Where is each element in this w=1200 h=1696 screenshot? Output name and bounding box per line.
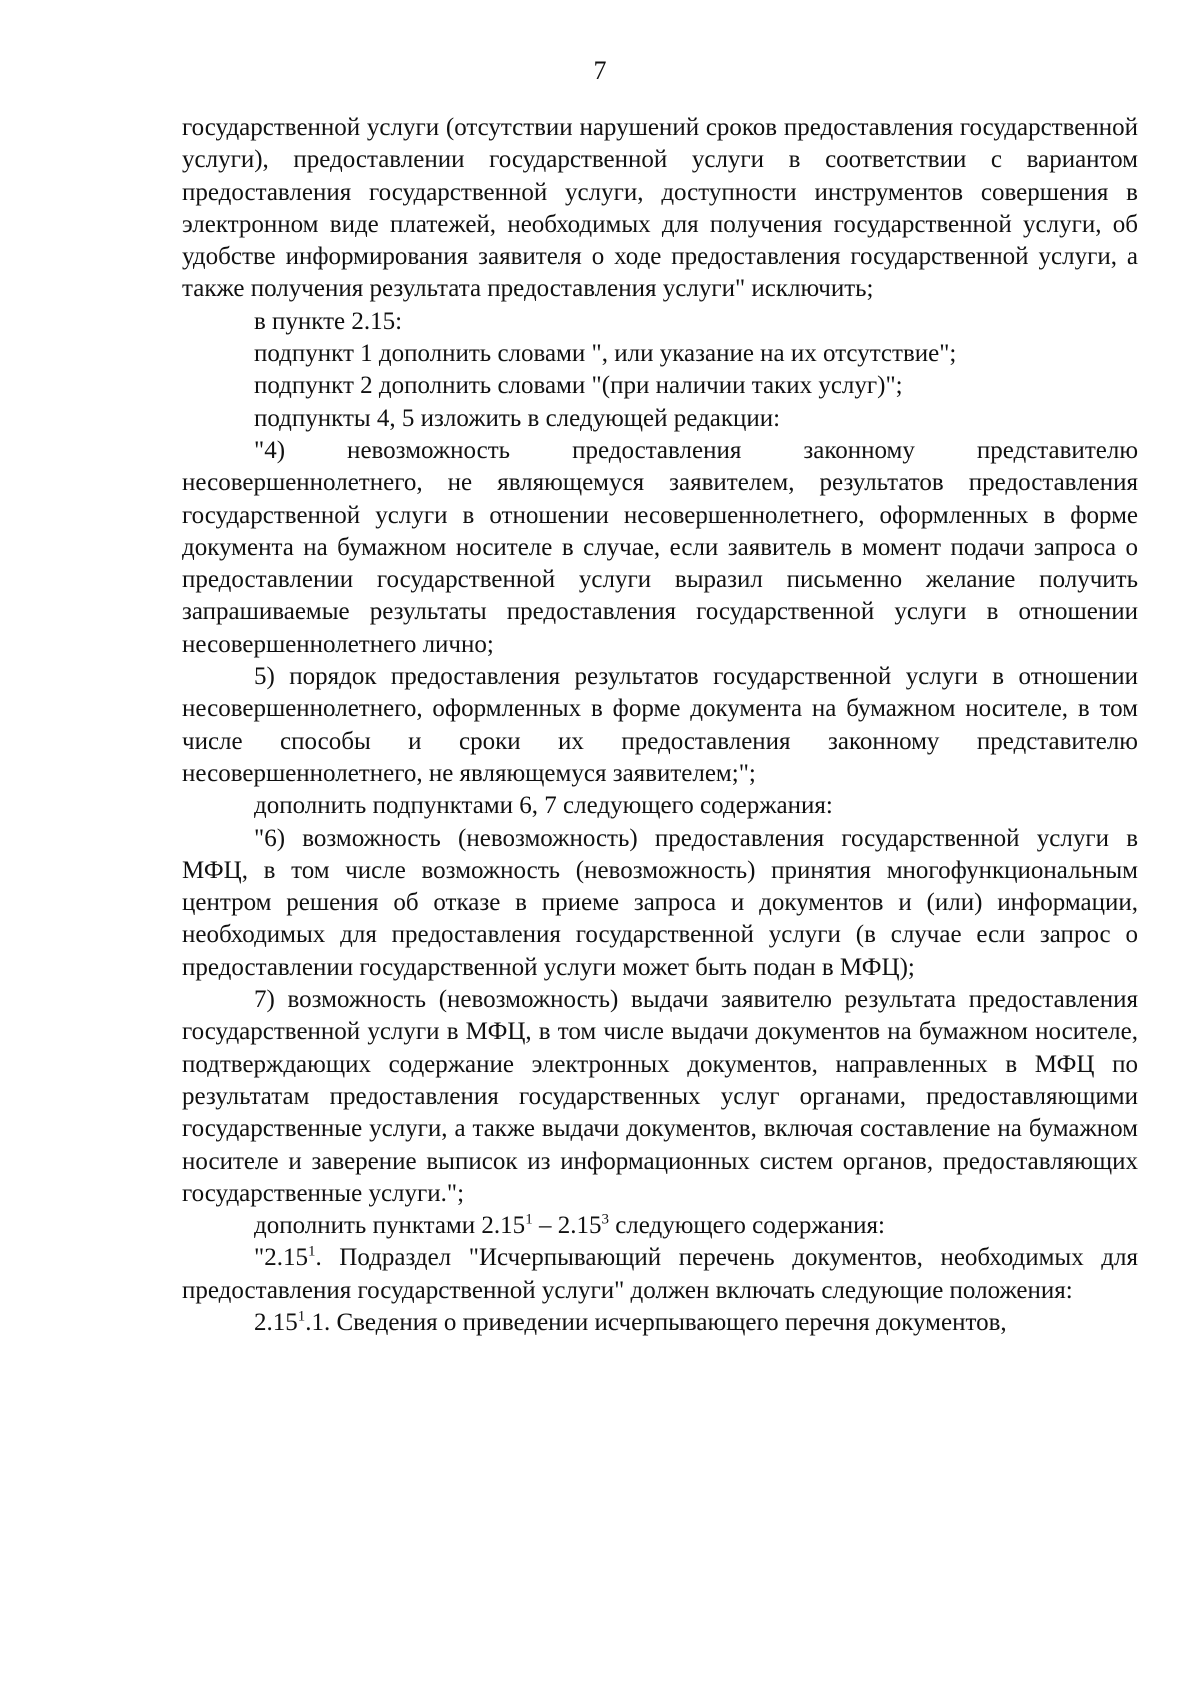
text-fragment: .1. Сведения о приведении исчерпывающего перечня документов, <box>305 1308 1007 1336</box>
page-number: 7 <box>593 56 607 85</box>
text-fragment: 2.15 <box>254 1308 298 1336</box>
superscript: 1 <box>525 1211 533 1228</box>
paragraph-subitem-2: подпункт 2 дополнить словами "(при наличии таких услуг)"; <box>254 372 903 400</box>
text-fragment: – 2.15 <box>532 1212 602 1240</box>
paragraph-item-2-15: в пункте 2.15: <box>254 307 403 335</box>
superscript: 1 <box>307 1244 316 1261</box>
paragraph-subitem-6-text: "6) возможность (невозможность) предоставления государственной услуги в МФЦ, в том числе возможность (невозможность) принятия многофункциональным центром решения об отказе в приеме запроса и документов и (или) информации, необходимых для предоставления государственной услуги (в случае если запрос о предоставлении государственной услуги может быть подан в МФЦ); <box>182 824 1138 981</box>
text-fragment: "2.15 <box>254 1244 308 1272</box>
paragraph-subitem-4-text: "4) невозможность предоставления законному представителю несовершеннолетнего, не являющемуся заявителем, результатов предоставления государственной услуги в отношении несовершеннолетнего, оформленных в форме документа на бумажном носителе в случае, если заявитель в момент подачи запроса о предоставлении государственной услуги выразил письменно желание получить запрашиваемые результаты предоставления государственной услуги в отношении несовершеннолетнего лично; <box>182 436 1138 658</box>
text-fragment: . Подраздел "Исчерпывающий перечень документов, необходимых для предоставления государственной услуги" должен включать следующие положения: <box>182 1244 1138 1304</box>
document-body <box>182 112 1138 1339</box>
paragraph-continuation: государственной услуги (отсутствии нарушений сроков предоставления государственной услуги), предоставлении государственной услуги в соответствии с вариантом предоставления государственной услуги, доступности инструментов совершения в электронном виде платежей, необходимых для получения государственной услуги, об удобстве информирования заявителя о ходе предоставления государственной услуги, а также получения результата предоставления услуги" исключить; <box>182 114 1138 303</box>
paragraph-subitems-4-5: подпункты 4, 5 изложить в следующей редакции: <box>254 404 781 432</box>
paragraph-add-subitems-6-7: дополнить подпунктами 6, 7 следующего содержания: <box>254 792 833 820</box>
paragraph-item-2-15-1-1 <box>182 1307 1138 1339</box>
text-fragment: дополнить пунктами 2.15 <box>254 1212 526 1240</box>
text-fragment: следующего содержания: <box>608 1212 885 1240</box>
paragraph-subitem-7-text: 7) возможность (невозможность) выдачи заявителю результата предоставления государственной услуги в МФЦ, в том числе выдачи документов на бумажном носителе, подтверждающих содержание электронных документов, направленных в МФЦ по результатам предоставления государственных услуг органами, предоставляющими государственные услуги, а также выдачи документов, включая составление на бумажном носителе и заверение выписок из информационных систем органов, предоставляющих государственные услуги."; <box>182 986 1138 1207</box>
paragraph-subitem-1: подпункт 1 дополнить словами ", или указание на их отсутствие"; <box>254 340 957 368</box>
paragraph-add-items-2-15 <box>182 1210 1138 1242</box>
superscript: 1 <box>297 1308 306 1325</box>
paragraph-item-2-15-1 <box>182 1242 1138 1307</box>
superscript: 3 <box>601 1211 609 1228</box>
paragraph-subitem-5-text: 5) порядок предоставления результатов государственной услуги в отношении несовершеннолетнего, оформленных в форме документа на бумажном носителе, в том числе способы и сроки их предоставления законному представителю несовершеннолетнего, не являющемуся заявителем;"; <box>182 663 1138 787</box>
